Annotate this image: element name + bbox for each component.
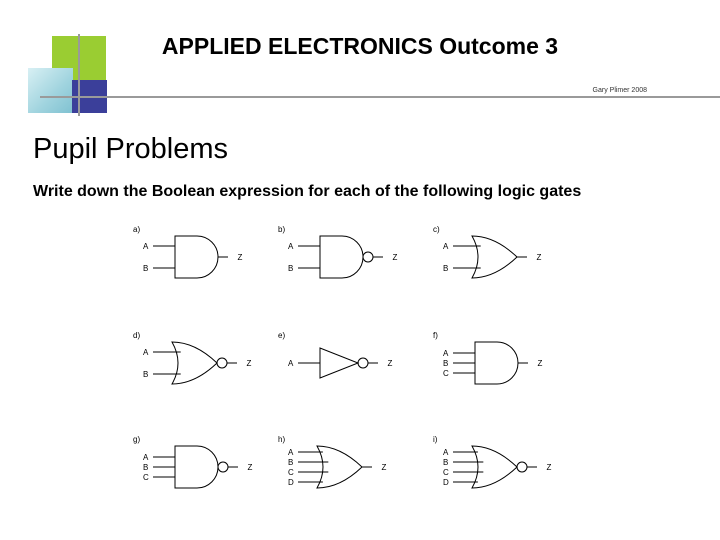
output-label-z: Z — [537, 359, 543, 368]
input-label-b: B — [143, 264, 149, 273]
gate-b-nand-gate — [278, 225, 398, 278]
output-label-z: Z — [381, 463, 387, 472]
gate-e-not-gate — [278, 331, 393, 378]
input-label-a: A — [288, 448, 294, 457]
gate-body — [317, 446, 362, 488]
input-label-a: A — [443, 448, 449, 457]
input-label-a: A — [288, 359, 294, 368]
output-label-z: Z — [247, 463, 253, 472]
input-label-a: A — [443, 242, 449, 251]
gate-label: d) — [133, 331, 141, 340]
output-label-z: Z — [546, 463, 552, 472]
gate-body — [472, 446, 517, 488]
output-label-z: Z — [237, 253, 243, 262]
gate-body — [172, 342, 217, 384]
gate-label: h) — [278, 435, 286, 444]
input-label-b: B — [143, 463, 149, 472]
inversion-bubble — [217, 358, 227, 368]
input-label-b: B — [443, 264, 449, 273]
instruction-text: Write down the Boolean expression for each of the following logic gates — [33, 183, 582, 200]
gate-i-nor-gate — [433, 435, 552, 488]
gate-label: b) — [278, 225, 286, 234]
output-label-z: Z — [246, 359, 252, 368]
input-label-d: D — [443, 478, 449, 487]
input-label-c: C — [143, 473, 149, 482]
gate-f-and-gate — [433, 331, 543, 384]
input-label-a: A — [143, 453, 149, 462]
gate-body — [175, 236, 218, 278]
gate-body — [175, 446, 218, 488]
gate-body — [320, 236, 363, 278]
gate-c-or-gate — [433, 225, 542, 278]
gate-a-and-gate — [133, 225, 243, 278]
section-heading: Pupil Problems — [33, 133, 229, 165]
gate-g-nand-gate — [133, 435, 253, 488]
input-label-a: A — [288, 242, 294, 251]
slide-title: APPLIED ELECTRONICS Outcome 3 — [161, 33, 559, 59]
input-label-c: C — [288, 468, 294, 477]
gate-body — [320, 348, 358, 378]
inversion-bubble — [218, 462, 228, 472]
inversion-bubble — [358, 358, 368, 368]
gate-h-or-gate — [278, 435, 387, 488]
output-label-z: Z — [387, 359, 393, 368]
input-label-c: C — [443, 468, 449, 477]
input-label-a: A — [443, 349, 449, 358]
gate-label: i) — [433, 435, 438, 444]
gate-d-nor-gate — [133, 331, 252, 384]
input-label-b: B — [443, 359, 449, 368]
output-label-z: Z — [536, 253, 542, 262]
inversion-bubble — [517, 462, 527, 472]
inversion-bubble — [363, 252, 373, 262]
gate-body — [472, 236, 517, 278]
input-label-b: B — [288, 264, 294, 273]
input-label-b: B — [288, 458, 294, 467]
output-label-z: Z — [392, 253, 398, 262]
input-label-d: D — [288, 478, 294, 487]
gate-body — [475, 342, 518, 384]
gate-label: e) — [278, 331, 286, 340]
input-label-c: C — [443, 369, 449, 378]
author-credit: Gary Plimer 2008 — [592, 87, 647, 94]
gate-label: a) — [133, 225, 141, 234]
input-label-a: A — [143, 348, 149, 357]
input-label-b: B — [443, 458, 449, 467]
input-label-a: A — [143, 242, 149, 251]
input-label-b: B — [143, 370, 149, 379]
gate-label: c) — [433, 225, 440, 234]
gate-label: f) — [433, 331, 438, 340]
gate-label: g) — [133, 435, 141, 444]
